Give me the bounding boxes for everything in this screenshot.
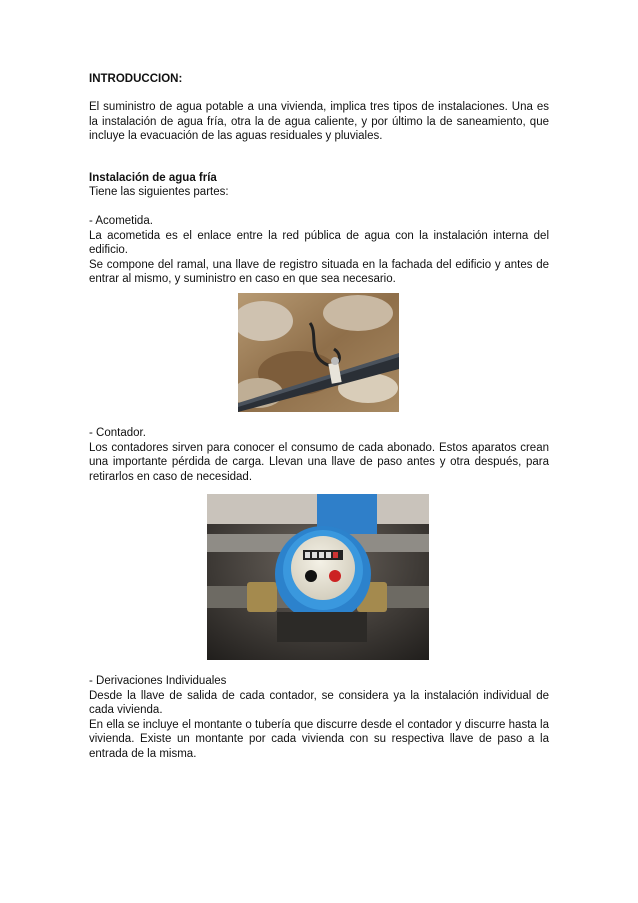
acometida-paragraph-1: La acometida es el enlace entre la red pública de agua con la instalación interna del edificio. bbox=[89, 229, 549, 256]
acometida-section bbox=[89, 214, 549, 287]
intro-paragraph: El suministro de agua potable a una vivienda, implica tres tipos de instalaciones. Una es la instalación de agua fría, otra la de agua caliente, y por último la de saneamiento, que incluye la evacuación de las aguas residuales y pluviales. bbox=[89, 101, 549, 142]
intro-section bbox=[89, 72, 549, 144]
contador-section bbox=[89, 426, 549, 484]
contador-paragraph-1: Los contadores sirven para conocer el consumo de cada abonado. Estos aparatos crean una importante pérdida de carga. Llevan una llave de paso antes y otra después, para retirarlos en caso de necesidad. bbox=[89, 441, 549, 483]
cold-water-section bbox=[89, 171, 549, 200]
acometida-photo bbox=[238, 293, 399, 412]
acometida-title: - Acometida. bbox=[89, 215, 153, 227]
derivaciones-title: - Derivaciones Individuales bbox=[89, 675, 227, 687]
intro-heading: INTRODUCCION: bbox=[89, 73, 183, 85]
derivaciones-paragraph-2: En ella se incluye el montante o tubería que discurre desde el contador y discurre hasta la vivienda. Existe un montante por cada vivienda con su respectiva llave de paso a la entrada de la misma. bbox=[89, 718, 549, 760]
derivaciones-paragraph-1: Desde la llave de salida de cada contador, se considera ya la instalación individual de cada vivienda. bbox=[89, 689, 549, 716]
cold-water-subheading: Tiene las siguientes partes: bbox=[89, 186, 229, 198]
contador-title: - Contador. bbox=[89, 427, 146, 439]
acometida-paragraph-2: Se compone del ramal, una llave de registro situada en la fachada del edificio y antes de entrar al mismo, y suministro en caso en que sea necesario. bbox=[89, 258, 549, 285]
derivaciones-section bbox=[89, 674, 549, 761]
cold-water-heading: Instalación de agua fría bbox=[89, 172, 217, 184]
contador-photo bbox=[207, 494, 429, 660]
